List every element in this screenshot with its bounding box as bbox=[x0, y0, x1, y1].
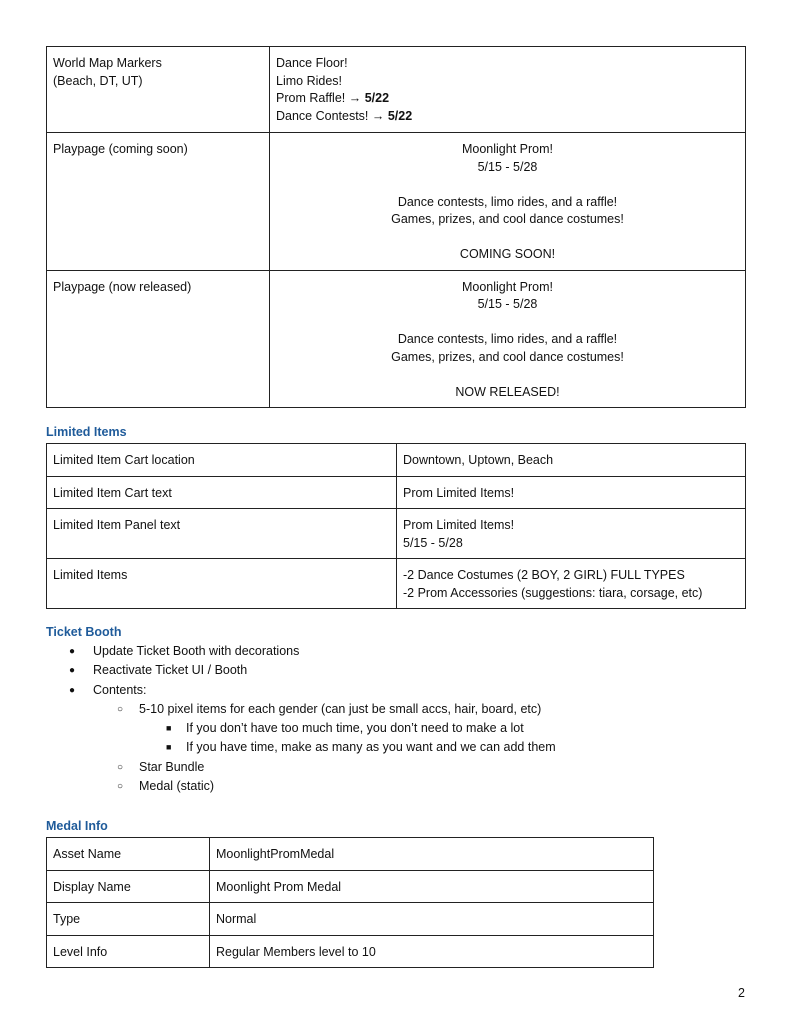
ticket-booth-list bbox=[93, 642, 299, 700]
table-row bbox=[47, 838, 654, 871]
playpage-desc: Games, prizes, and cool dance costumes! bbox=[391, 212, 624, 226]
list-item: ○ Medal (static) bbox=[139, 777, 214, 796]
row-value-cell bbox=[270, 133, 746, 271]
list-item: ● Reactivate Ticket UI / Booth bbox=[93, 661, 299, 680]
list-item: ● Update Ticket Booth with decorations bbox=[93, 642, 299, 661]
table-row bbox=[47, 270, 746, 408]
row-value: Moonlight Prom Medal bbox=[210, 870, 654, 903]
list-item: ■ If you have time, make as many as you want and we can add them bbox=[186, 738, 556, 757]
row-label: Limited Item Panel text bbox=[47, 509, 397, 559]
table-row bbox=[47, 935, 654, 968]
row-value: Downtown, Uptown, Beach bbox=[397, 444, 746, 477]
list-item: ○ 5-10 pixel items for each gender (can just be small accs, hair, board, etc) bbox=[139, 700, 541, 719]
row-label-sub: (Beach, DT, UT) bbox=[53, 73, 143, 88]
row-value: Prom Limited Items! bbox=[397, 476, 746, 509]
playpage-desc: Games, prizes, and cool dance costumes! bbox=[391, 349, 624, 364]
playpage-desc: Dance contests, limo rides, and a raffle! bbox=[397, 332, 618, 346]
marker-limo-rides: Limo Rides! bbox=[276, 73, 342, 88]
row-value-sub: 5/15 - 5/28 bbox=[403, 535, 463, 550]
event-schedule-table bbox=[46, 46, 746, 408]
marker-dance-contests bbox=[276, 108, 739, 126]
ticket-booth-sublist bbox=[139, 700, 541, 719]
row-value: -2 Dance Costumes (2 BOY, 2 GIRL) FULL TYPES bbox=[403, 568, 685, 582]
raffle-date: 5/22 bbox=[364, 91, 390, 105]
row-label: Asset Name bbox=[47, 838, 210, 871]
row-value-cell bbox=[270, 47, 746, 133]
table-row bbox=[47, 476, 746, 509]
row-value: Prom Limited Items! bbox=[403, 518, 515, 532]
row-label: Type bbox=[47, 903, 210, 936]
list-item: ● Contents: bbox=[93, 681, 299, 700]
limited-items-table bbox=[46, 443, 746, 609]
playpage-dates: 5/15 - 5/28 bbox=[477, 297, 538, 311]
playpage-status: NOW RELEASED! bbox=[455, 384, 560, 399]
contest-date: 5/22 bbox=[387, 108, 413, 123]
row-label-cell bbox=[47, 133, 270, 271]
row-label-cell bbox=[47, 270, 270, 408]
table-row bbox=[47, 47, 746, 133]
ticket-booth-heading: Ticket Booth bbox=[46, 625, 122, 639]
table-row bbox=[47, 444, 746, 477]
playpage-dates: 5/15 - 5/28 bbox=[477, 159, 538, 174]
table-row bbox=[47, 509, 746, 559]
row-value: Normal bbox=[210, 903, 654, 936]
list-item: ○ Star Bundle bbox=[139, 758, 214, 777]
marker-dance-floor: Dance Floor! bbox=[276, 56, 348, 70]
page-number: 2 bbox=[738, 986, 745, 1000]
row-label: Level Info bbox=[47, 935, 210, 968]
table-row bbox=[47, 870, 654, 903]
playpage-desc: Dance contests, limo rides, and a raffle! bbox=[397, 194, 618, 209]
row-value-cell bbox=[397, 559, 746, 609]
ticket-booth-subsublist bbox=[186, 719, 556, 758]
row-label: World Map Markers bbox=[53, 56, 162, 70]
table-row bbox=[47, 903, 654, 936]
medal-info-heading: Medal Info bbox=[46, 819, 108, 833]
medal-info-table bbox=[46, 837, 654, 968]
row-label: Playpage (coming soon) bbox=[53, 142, 188, 156]
row-value-cell bbox=[397, 509, 746, 559]
playpage-status: COMING SOON! bbox=[459, 247, 556, 261]
table-row bbox=[47, 559, 746, 609]
row-label: Playpage (now released) bbox=[53, 279, 192, 294]
row-value: Regular Members level to 10 bbox=[210, 935, 654, 968]
row-value: MoonlightPromMedal bbox=[210, 838, 654, 871]
playpage-title: Moonlight Prom! bbox=[461, 142, 553, 156]
row-label: Display Name bbox=[47, 870, 210, 903]
ticket-booth-sublist-2 bbox=[139, 758, 214, 797]
row-label-cell bbox=[47, 47, 270, 133]
limited-items-heading: Limited Items bbox=[46, 425, 127, 439]
row-label: Limited Item Cart location bbox=[47, 444, 397, 477]
contest-text: Dance Contests! → bbox=[276, 108, 388, 123]
table-row bbox=[47, 133, 746, 271]
row-value-cell bbox=[270, 270, 746, 408]
raffle-text: Prom Raffle! → bbox=[276, 91, 365, 105]
row-label: Limited Items bbox=[47, 559, 397, 609]
row-label: Limited Item Cart text bbox=[47, 476, 397, 509]
row-value-sub: -2 Prom Accessories (suggestions: tiara, corsage, etc) bbox=[403, 585, 703, 600]
list-item: ■ If you don’t have too much time, you don’t need to make a lot bbox=[186, 719, 556, 738]
marker-prom-raffle bbox=[276, 90, 739, 108]
playpage-title: Moonlight Prom! bbox=[461, 279, 553, 294]
